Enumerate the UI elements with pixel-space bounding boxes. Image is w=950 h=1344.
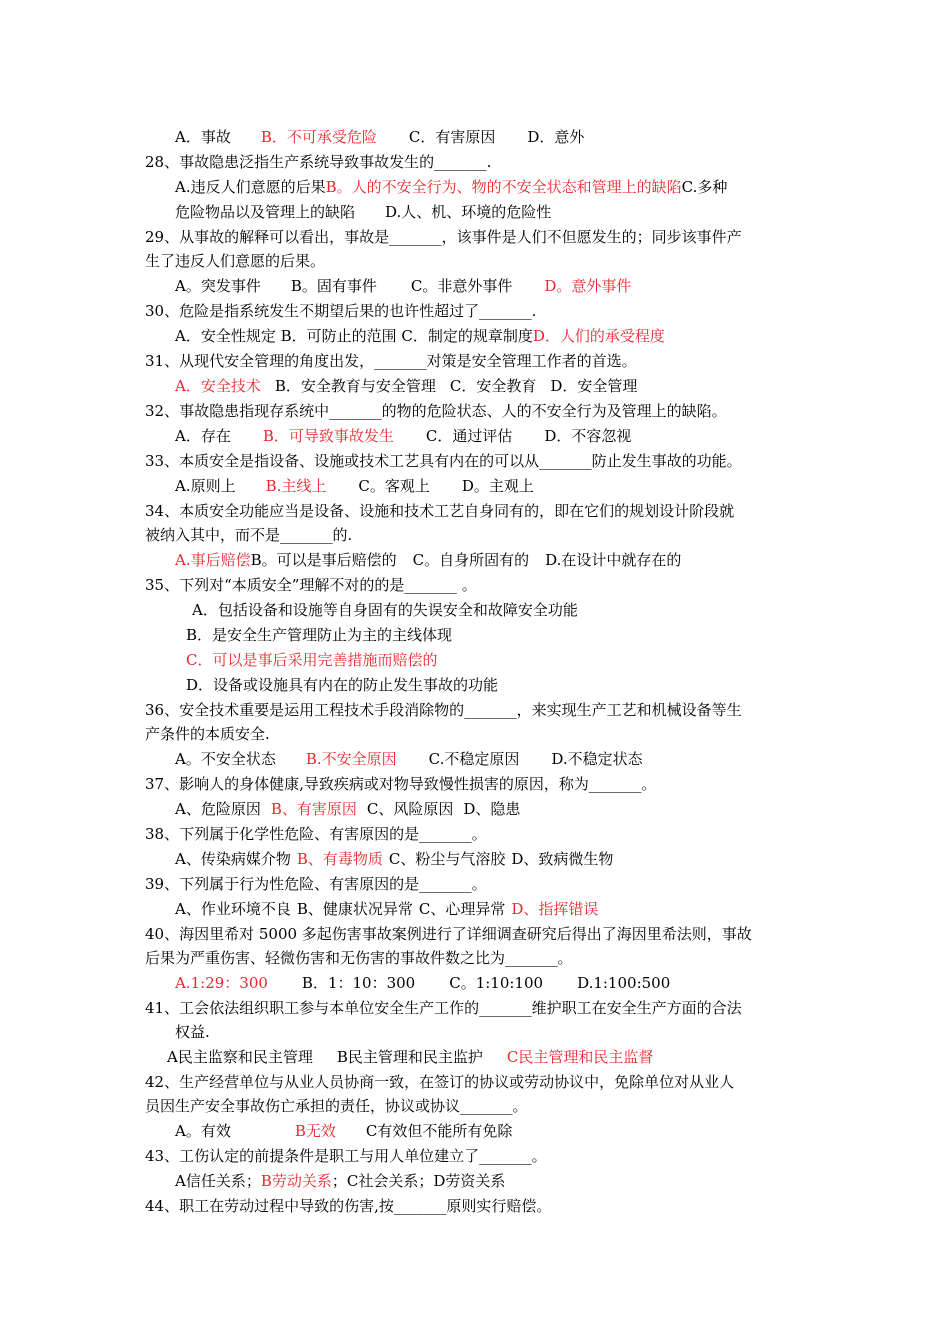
q33-option-a: A.原则上 xyxy=(175,477,236,495)
q36-option-a: A。不安全状态 xyxy=(175,750,276,768)
q33-option-b-answer: B.主线上 xyxy=(265,477,327,495)
q28-options-cont xyxy=(175,202,551,222)
q43-options-cd: ；C社会关系；D劳资关系 xyxy=(331,1172,506,1190)
q40-option-d: D.1:100:500 xyxy=(577,974,671,992)
q29-option-c: C。非意外事件 xyxy=(410,277,513,295)
q29-option-a: A。突发事件 xyxy=(175,277,261,295)
q32-options xyxy=(175,426,631,446)
q41-stem-line1: 41、工会依法组织职工参与本单位安全生产工作的_______维护职工在安全生产方面的合法 xyxy=(145,999,742,1017)
q35-option-a: A．包括设备和设施等自身固有的失误安全和故障安全功能 xyxy=(192,601,578,619)
q31-option-b: B．安全教育与安全管理 xyxy=(274,377,436,395)
q37-option-d: D、隐患 xyxy=(463,800,521,818)
q38-option-a: A、传染病媒介物 xyxy=(175,850,291,868)
q27-options xyxy=(175,127,584,147)
q42-option-c: C有效但不能所有免除 xyxy=(365,1122,513,1140)
q28-option-d: D.人、机、环境的危险性 xyxy=(385,203,552,221)
q32-option-b-answer: B．可导致事故发生 xyxy=(262,427,394,445)
q35-option-c-answer: C．可以是事后采用完善措施而赔偿的 xyxy=(186,651,438,669)
q40-options xyxy=(175,973,670,993)
q28-option-b-answer: B。人的不安全行为、物的不安全状态和管理上的缺陷 xyxy=(325,178,682,196)
q34-stem-line2: 被纳入其中，而不是_______的. xyxy=(145,526,353,544)
q34-option-b: B。可以是事后赔偿的 xyxy=(250,551,397,569)
q41-options xyxy=(167,1047,653,1067)
q29-option-d-answer: D。意外事件 xyxy=(544,277,632,295)
q42-stem-line2: 员因生产安全事故伤亡承担的责任，协议或协议_______。 xyxy=(145,1097,528,1115)
q43-stem: 43、工伤认定的前提条件是职工与用人单位建立了_______。 xyxy=(145,1147,547,1165)
q43-options xyxy=(175,1171,505,1191)
q41-stem-line2: 权益. xyxy=(175,1023,210,1041)
q34-option-c: C。自身所固有的 xyxy=(412,551,530,569)
q39-options xyxy=(175,899,598,919)
q28-option-c: C.多种 xyxy=(681,178,728,196)
q39-option-b: B、健康状况异常 xyxy=(296,900,413,918)
q43-option-a: A信任关系； xyxy=(175,1172,261,1190)
q40-option-c: C。1:10:100 xyxy=(449,974,544,992)
q30-options-abc: A．安全性规定 B．可防止的范围 C．制定的规章制度 xyxy=(175,327,533,345)
q29-stem-line2: 生了违反人们意愿的后果。 xyxy=(145,252,326,270)
q28-option-a: A.违反人们意愿的后果 xyxy=(175,178,326,196)
q36-options xyxy=(175,749,643,769)
q34-options xyxy=(175,550,681,570)
q40-stem-line2: 后果为严重伤害、轻微伤害和无伤害的事故件数之比为_______。 xyxy=(145,949,573,967)
q35-stem: 35、下列对“本质安全”理解不对的的是_______ 。 xyxy=(145,576,477,594)
q27-option-b-answer: B．不可承受危险 xyxy=(260,128,377,146)
q28-stem: 28、事故隐患泛指生产系统导致事故发生的_______. xyxy=(145,153,492,171)
q37-options xyxy=(175,799,520,819)
q28-option-c-cont: 危险物品以及管理上的缺陷 xyxy=(175,203,356,221)
q39-option-d-answer: D、指挥错误 xyxy=(511,900,599,918)
q33-option-c: C。客观上 xyxy=(358,477,430,495)
q39-option-a: A、作业环境不良 xyxy=(175,900,291,918)
q40-option-b: B．1：10：300 xyxy=(301,974,416,992)
q36-option-d: D.不稳定状态 xyxy=(551,750,643,768)
q41-option-a: A民主监察和民主管理 xyxy=(167,1048,313,1066)
q27-option-d: D．意外 xyxy=(527,128,585,146)
q38-option-d: D、致病微生物 xyxy=(511,850,614,868)
q41-option-b: B民主管理和民主监护 xyxy=(336,1048,483,1066)
q34-option-d: D.在设计中就存在的 xyxy=(545,551,682,569)
q36-stem-line2: 产条件的本质安全. xyxy=(145,725,270,743)
q38-option-b-answer: B、有毒物质 xyxy=(296,850,383,868)
q31-option-a-answer: A．安全技术 xyxy=(175,377,261,395)
q41-option-c-answer: C民主管理和民主监督 xyxy=(506,1048,654,1066)
q43-option-b-answer: B劳动关系 xyxy=(260,1172,332,1190)
q42-option-b-answer: B无效 xyxy=(294,1122,336,1140)
q29-stem-line1: 29、从事故的解释可以看出，事故是_______，该事件是人们不但愿发生的；同步该事件产 xyxy=(145,228,742,246)
q36-option-c: C.不稳定原因 xyxy=(428,750,520,768)
q39-stem: 39、下列属于行为性危险、有害原因的是_______。 xyxy=(145,875,487,893)
q30-stem: 30、危险是指系统发生不期望后果的也许性超过了_______. xyxy=(145,302,537,320)
q38-options xyxy=(175,849,613,869)
q27-option-c: C．有害原因 xyxy=(408,128,496,146)
q28-options xyxy=(175,177,727,197)
q37-option-a: A、危险原因 xyxy=(175,800,261,818)
q32-option-d: D．不容忽视 xyxy=(544,427,632,445)
q33-stem: 33、本质安全是指设备、设施或技术工艺具有内在的可以从_______防止发生事故的功能。 xyxy=(145,452,742,470)
q32-option-a: A．存在 xyxy=(175,427,231,445)
q39-option-c: C、心理异常 xyxy=(418,900,506,918)
q38-stem: 38、下列属于化学性危险、有害原因的是_______。 xyxy=(145,825,487,843)
q42-option-a: A。有效 xyxy=(175,1122,231,1140)
q31-option-c: C．安全教育 xyxy=(449,377,537,395)
q33-option-d: D。主观上 xyxy=(461,477,534,495)
q44-stem: 44、职工在劳动过程中导致的伤害,按_______原则实行赔偿。 xyxy=(145,1197,552,1215)
q38-option-c: C、粉尘与气溶胶 xyxy=(388,850,506,868)
q29-options xyxy=(175,276,631,296)
q37-option-b-answer: B、有害原因 xyxy=(270,800,357,818)
q37-option-c: C、风险原因 xyxy=(366,800,454,818)
q42-options xyxy=(175,1121,512,1141)
q40-option-a-answer: A.1:29：300 xyxy=(175,974,268,992)
q27-option-a: A．事故 xyxy=(175,128,231,146)
q37-stem: 37、影响人的身体健康,导致疾病或对物导致慢性损害的原因，称为_______。 xyxy=(145,775,657,793)
q30-options xyxy=(175,326,665,346)
q36-stem-line1: 36、安全技术重要是运用工程技术手段消除物的_______，来实现生产工艺和机械设备等生 xyxy=(145,701,742,719)
q35-option-b: B．是安全生产管理防止为主的主线体现 xyxy=(186,626,453,644)
q42-stem-line1: 42、生产经营单位与从业人员协商一致，在签订的协议或劳动协议中，免除单位对从业人 xyxy=(145,1073,735,1091)
q33-options xyxy=(175,476,534,496)
q32-option-c: C．通过评估 xyxy=(425,427,513,445)
q32-stem: 32、事故隐患指现存系统中_______的物的危险状态、人的不安全行为及管理上的缺陷。 xyxy=(145,402,727,420)
q35-option-d: D．设备或设施具有内在的防止发生事故的功能 xyxy=(186,676,499,694)
q34-option-a-answer: A.事后赔偿 xyxy=(175,551,251,569)
q30-option-d-answer: D．人们的承受程度 xyxy=(532,327,665,345)
q40-stem-line1: 40、海因里希对 5000 多起伤害事故案例进行了详细调查研究后得出了海因里希法则，事故 xyxy=(145,925,752,943)
q31-option-d: D．安全管理 xyxy=(550,377,638,395)
q31-options xyxy=(175,376,637,396)
q29-option-b: B。固有事件 xyxy=(290,277,377,295)
q31-stem: 31、从现代安全管理的角度出发，_______对策是安全管理工作者的首选。 xyxy=(145,352,637,370)
q36-option-b-answer: B.不安全原因 xyxy=(305,750,397,768)
q34-stem-line1: 34、本质安全功能应当是设备、设施和技术工艺自身同有的，即在它们的规划设计阶段就 xyxy=(145,502,735,520)
